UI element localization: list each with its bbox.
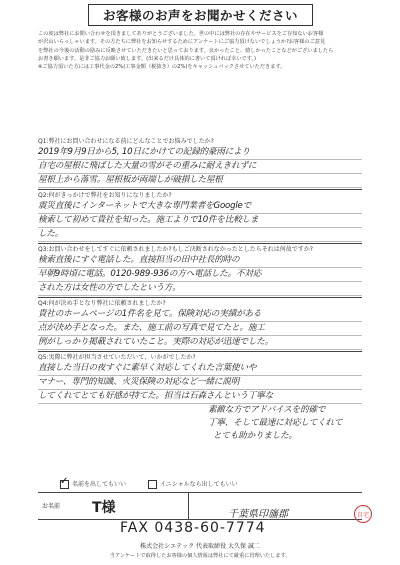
checkbox[interactable] [148,480,157,489]
question-label: Q5:実際に弊社が担当させていただいて、いかがでしたか? [38,354,196,361]
answer-line: 2019年9月9日から5, 10日にかけての記録的豪雨により [38,146,362,160]
question-4 [38,299,362,352]
answer-line: 素敵な方でアドバイスを的確で [208,405,326,415]
consent-label: 名前を出してもいい [72,481,127,488]
question-3 [38,245,362,298]
answer-line: 早朝9時頃に電話。0120-989-936の方へ電話した。不対応 [38,268,362,282]
intro-line: ※ご協力頂いた方には工事代金の2%(工事金額（税抜き）の2%)をキャッシュバックさせていただきます。 [38,64,286,71]
answer-line: 屋根上から落雪。屋根板が両端しが破損した屋根 [38,174,362,188]
name-row [38,492,362,520]
name-value: T様 [92,500,116,516]
consent-options [60,479,238,489]
fax-number: FAX 0438-60-7774 [120,520,266,536]
answer-line: 自宅の屋根に飛ばした大量の雪がその重みに耐えきれずに [38,160,362,174]
divider [188,493,189,519]
checkbox[interactable] [60,480,69,489]
answer-line: 丁寧、そして最速に対応してくれて [208,418,343,428]
consent-option-initial[interactable] [148,479,238,489]
address-value: 千葉県印旛郡 [228,509,288,520]
seal-stamp: 自宅 [354,505,372,523]
consent-label: イニシャルなら出してもいい [160,481,238,488]
question-label: Q1:弊社にお問い合わせになる前にどんなことでお悩みでしたか? [38,138,214,145]
question-5 [38,353,362,475]
question-label: Q3:お問い合わせをしてすぐに依頼されましたか?もしご決断されなかったとしたらそれは何故ですか? [38,246,313,253]
question-label: Q4:何が決め手となり弊社に依頼されましたか? [38,300,166,307]
intro-line: この度は弊社にお問い合わせを頂きましてありがとうございました。世の中には弊社の存在やサービスをご存知ないお客様 [38,31,324,37]
answer-line: 震災直後にインターネットで大きな専門業者をGoogleで [38,200,362,214]
company-name: 株式会社シエテック 代表取締役 大久保 誠二 [140,543,260,550]
answer-line: してくれてとても好感が持てた。担当は石森さんという丁寧な [38,390,362,404]
intro-line: を弊社の今後の活動の励みに反映させていただきたいと思っております。良かったこと、嬉しかったことなどがございましたら [38,47,334,54]
answer-line: 検索直後にすぐ電話した。直接担当の田中社長的時の [38,254,362,268]
intro-line: が沢山いらっしゃいます。その方たちに弊社をお知らせするためにアンケートにご協力頂けないでしょうか?お客様のご意見 [38,39,326,46]
answer-line: 検索して初めて貴社を知った。施工よりで10件を比較しま [38,214,362,228]
question-1 [38,137,362,190]
answer-line: 点が決め手となった。また、施工前の写真で見てたと。施工 [38,322,362,336]
question-label: Q2:何がきっかけで弊社をお知りになりましたか? [38,192,172,199]
answer-line: 貴社のホームページの1件名を見て。保険対応の実績がある [38,308,362,322]
question-2 [38,191,362,244]
answer-line: 直接した当日の夜すぐに素早く対応してくれた言葉使いや [38,362,362,376]
name-label: お名前 [42,503,61,510]
consent-option-name[interactable] [60,479,126,489]
intro-line: お書き願います。是非ご協力お願い致します。(出来るだけ具体的に書いて頂ければ幸いです。) [38,55,257,62]
privacy-note: 当アンケートで取得したお客様の個人情報は弊社にて厳重に管理いたします。 [109,553,291,559]
answer-line: とても助かりました。 [213,431,297,441]
page-title: お客様のお声をお聞かせください [88,4,313,26]
answer-line: 例がしっかり掲載されていたこと。実際の対応が迅速でした。 [38,336,362,350]
intro-text [38,30,368,71]
answer-line: マナー、専門的知識、火災保険の対応など一緒に説明 [38,376,362,390]
answer-line: した。 [38,228,362,242]
answer-line: された方は女性の方でしたという方。 [38,282,362,296]
